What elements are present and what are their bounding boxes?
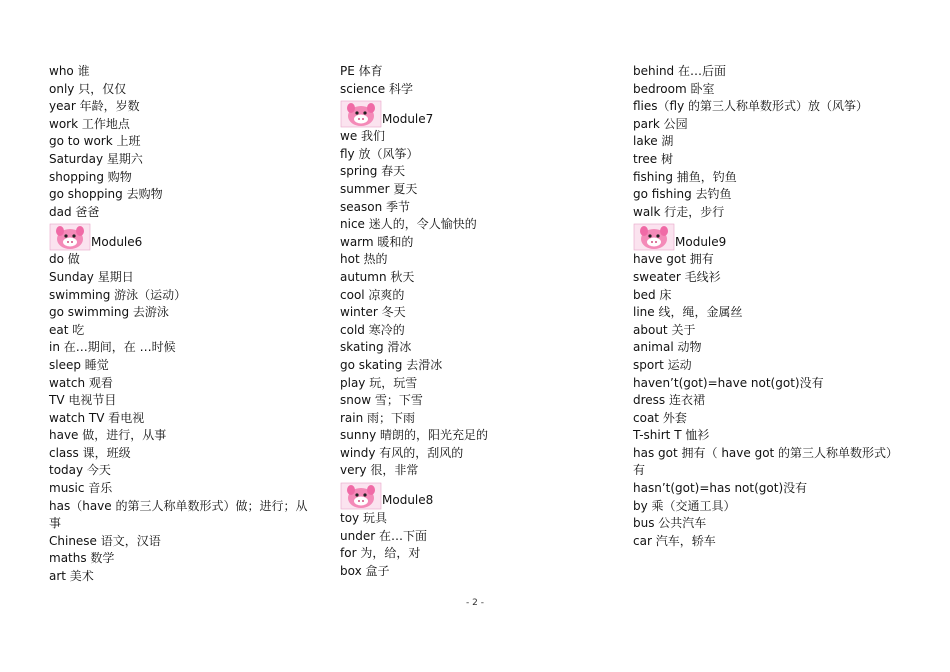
vocab-entry: skating 滑冰 xyxy=(340,340,412,355)
vocab-entry: tree 树 xyxy=(633,151,673,166)
vocab-entry: about 关于 xyxy=(633,322,696,337)
pig-icon xyxy=(340,100,382,128)
vocab-entry: fishing 捕鱼，钓鱼 xyxy=(633,169,737,184)
vocab-entry: bedroom 卧室 xyxy=(633,81,715,96)
vocab-entry: dress 连衣裙 xyxy=(633,393,705,408)
module-title: Module8 xyxy=(382,493,434,508)
vocab-entry: today 今天 xyxy=(49,463,111,478)
vocab-entry: under 在…下面 xyxy=(340,528,427,543)
vocab-entry: hasn’t(got)=has not(got)没有 xyxy=(633,481,808,496)
vocab-entry: winter 冬天 xyxy=(340,305,406,320)
vocab-entry: very 很，非常 xyxy=(340,463,419,478)
vocab-entry: dad 爸爸 xyxy=(49,204,100,219)
vocab-entry: go skating 去滑冰 xyxy=(340,357,443,372)
module-heading xyxy=(340,98,600,128)
vocab-entry: behind 在…后面 xyxy=(633,64,726,78)
vocab-entry: toy 玩具 xyxy=(340,511,387,526)
vocab-entry: windy 有风的，刮风的 xyxy=(340,445,464,460)
page-number: - 2 - xyxy=(466,598,484,608)
vocab-entry: go fishing 去钓鱼 xyxy=(633,187,732,202)
vocab-entry: for 为，给，对 xyxy=(340,546,421,561)
vocab-entry: lake 湖 xyxy=(633,134,674,149)
vocab-entry: TV 电视节目 xyxy=(49,393,117,408)
vocab-entry: class 课，班级 xyxy=(49,445,131,460)
vocab-entry: flies（fly 的第三人称单数形式）放（风筝） xyxy=(633,99,869,114)
module-heading xyxy=(340,480,600,510)
vocab-entry: haven’t(got)=have not(got)没有 xyxy=(633,375,824,390)
vocab-entry: watch TV 看电视 xyxy=(49,410,145,425)
vocab-entry: autumn 秋天 xyxy=(340,269,415,284)
vocab-entry: do 做 xyxy=(49,252,80,267)
vocab-entry: sport 运动 xyxy=(633,357,692,372)
vocab-entry: sunny 晴朗的，阳光充足的 xyxy=(340,428,488,443)
vocab-entry: Sunday 星期日 xyxy=(49,269,134,284)
vocab-entry: who 谁 xyxy=(49,64,90,78)
vocab-entry: sweater 毛线衫 xyxy=(633,269,721,284)
vocab-entry: have got 拥有 xyxy=(633,252,714,267)
vocab-entry: bed 床 xyxy=(633,287,672,302)
vocab-entry: cold 寒冷的 xyxy=(340,322,405,337)
vocab-entry: has got 拥有（ have got 的第三人称单数形式）有 xyxy=(633,445,899,478)
vocab-entry: watch 观看 xyxy=(49,375,113,390)
vocab-entry: Chinese 语文，汉语 xyxy=(49,533,161,548)
module-title: Module7 xyxy=(382,111,434,126)
vocab-entry: art 美术 xyxy=(49,569,94,584)
vocab-entry: in 在…期间，在 …时候 xyxy=(49,340,176,355)
vocab-entry: go shopping 去购物 xyxy=(49,187,163,202)
module-heading xyxy=(49,221,319,251)
vocab-column-1 xyxy=(49,63,319,586)
vocab-entry: go to work 上班 xyxy=(49,134,141,149)
vocab-entry: hot 热的 xyxy=(340,252,388,267)
vocab-entry: swimming 游泳（运动） xyxy=(49,287,187,302)
vocab-entry: spring 春天 xyxy=(340,164,406,179)
vocab-entry: line 线，绳，金属丝 xyxy=(633,305,743,320)
pig-icon xyxy=(633,223,675,251)
vocab-entry: music 音乐 xyxy=(49,481,113,496)
vocab-entry: shopping 购物 xyxy=(49,169,132,184)
vocab-entry: go swimming 去游泳 xyxy=(49,305,169,320)
vocab-entry: snow 雪；下雪 xyxy=(340,393,423,408)
vocab-entry: Saturday 星期六 xyxy=(49,151,143,166)
vocab-entry: season 季节 xyxy=(340,199,411,214)
module-title: Module6 xyxy=(91,234,143,249)
vocab-entry: eat 吃 xyxy=(49,322,85,337)
vocab-entry: fly 放（风筝） xyxy=(340,146,419,161)
vocab-entry: by 乘（交通工具） xyxy=(633,498,736,513)
vocab-entry: year 年龄，岁数 xyxy=(49,99,140,114)
vocab-entry: has（have 的第三人称单数形式）做；进行；从事 xyxy=(49,498,308,531)
vocab-entry: sleep 睡觉 xyxy=(49,357,109,372)
vocab-entry: PE 体育 xyxy=(340,64,383,78)
vocab-column-3 xyxy=(633,63,908,550)
vocab-entry: walk 行走，步行 xyxy=(633,204,725,219)
vocab-entry: park 公园 xyxy=(633,116,688,131)
pig-icon xyxy=(340,482,382,510)
module-title: Module9 xyxy=(675,234,727,249)
vocab-entry: only 只，仅仅 xyxy=(49,81,127,96)
vocab-entry: have 做，进行，从事 xyxy=(49,428,167,443)
vocab-entry: car 汽车，轿车 xyxy=(633,533,716,548)
vocab-column-2 xyxy=(340,63,600,580)
vocab-entry: work 工作地点 xyxy=(49,116,130,131)
vocab-entry: coat 外套 xyxy=(633,410,687,425)
pig-icon xyxy=(49,223,91,251)
vocab-entry: box 盒子 xyxy=(340,563,390,578)
vocab-entry: nice 迷人的，令人愉快的 xyxy=(340,217,477,232)
vocab-entry: we 我们 xyxy=(340,129,386,144)
vocab-entry: warm 暖和的 xyxy=(340,234,414,249)
vocab-entry: bus 公共汽车 xyxy=(633,516,707,531)
vocab-entry: rain 雨；下雨 xyxy=(340,410,416,425)
vocab-entry: summer 夏天 xyxy=(340,181,418,196)
vocab-entry: play 玩，玩雪 xyxy=(340,375,418,390)
vocab-entry: cool 凉爽的 xyxy=(340,287,405,302)
vocab-entry: animal 动物 xyxy=(633,340,702,355)
vocab-entry: science 科学 xyxy=(340,81,413,96)
vocab-entry: T-shirt T 恤衫 xyxy=(633,428,710,443)
module-heading xyxy=(633,221,908,251)
vocab-entry: maths 数学 xyxy=(49,551,115,566)
